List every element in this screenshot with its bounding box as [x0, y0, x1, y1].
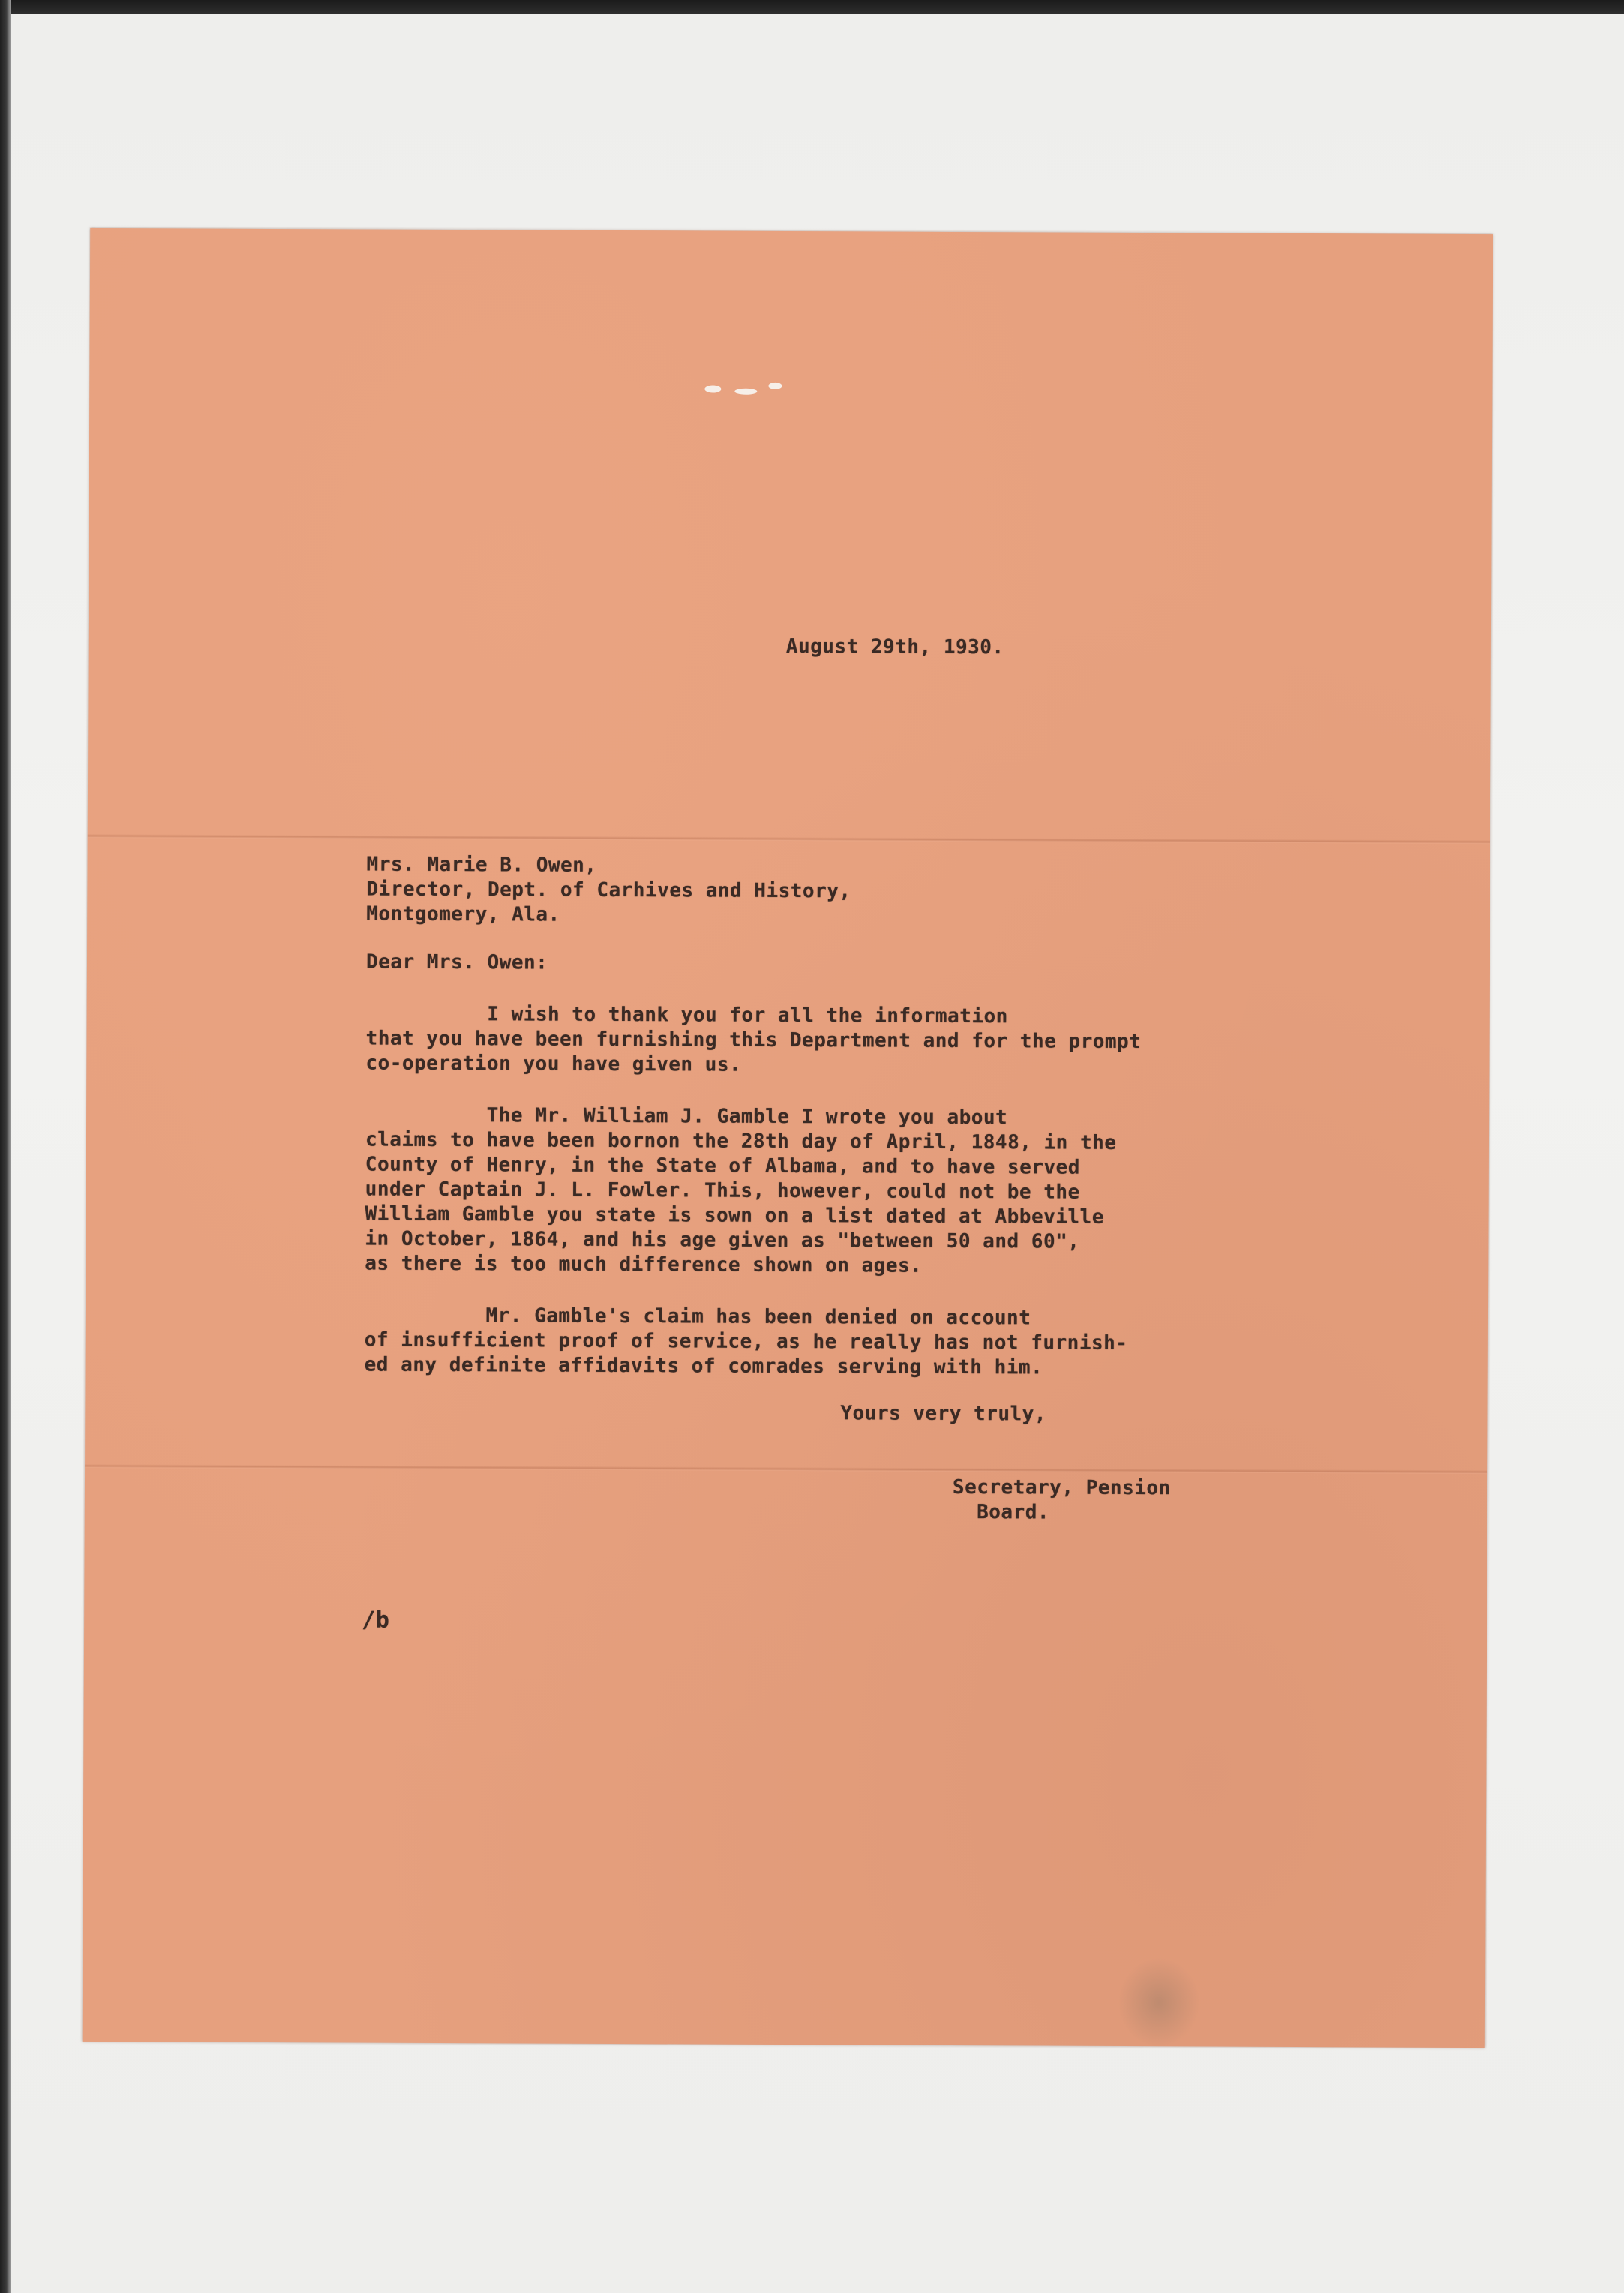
body-line: claims to have been bornon the 28th day of April, 1848, in the — [365, 1128, 1117, 1154]
body-line: ed any definite affidavits of comrades serving with him. — [364, 1353, 1043, 1379]
body-line: William Gamble you state is sown on a list dated at Abbeville — [365, 1202, 1104, 1229]
salutation: Dear Mrs. Owen: — [365, 950, 548, 974]
closing: Yours very truly, — [840, 1402, 1047, 1426]
signature-line: Secretary, Pension — [952, 1475, 1171, 1500]
body-line: co-operation you have given us. — [365, 1052, 742, 1076]
body-line: in October, 1864, and his age given as "between 50 and 60", — [365, 1227, 1080, 1253]
body-line: as there is too much difference shown on ages. — [365, 1252, 923, 1277]
fold-line-upper — [88, 834, 1490, 844]
address-line: Montgomery, Ala. — [366, 902, 560, 926]
body-line: of insufficient proof of service, as he really has not furnish- — [364, 1328, 1128, 1355]
body-line: The Mr. William J. Gamble I wrote you about — [365, 1103, 1008, 1130]
typist-initials: /b — [362, 1607, 390, 1634]
body-line: that you have been furnishing this Department and for the prompt — [365, 1027, 1142, 1054]
scan-left-border — [0, 0, 11, 2293]
address-line: Director, Dept. of Carhives and History, — [366, 878, 851, 903]
paper-stain — [1118, 1958, 1201, 2048]
signature-line: Board. — [952, 1500, 1050, 1524]
scan-top-border — [0, 0, 1624, 14]
letter-date: August 29th, 1930. — [785, 635, 1004, 659]
paper-damage-mark — [704, 380, 787, 396]
body-line: County of Henry, in the State of Albama, and to have served — [365, 1153, 1080, 1179]
fold-line-lower — [85, 1464, 1487, 1474]
letter-page — [83, 228, 1493, 2048]
body-line: under Captain J. L. Fowler. This, however, could not be the — [365, 1178, 1080, 1204]
address-line: Mrs. Marie B. Owen, — [366, 853, 597, 877]
body-line: Mr. Gamble's claim has been denied on account — [364, 1304, 1031, 1330]
body-line: I wish to thank you for all the information — [365, 1002, 1008, 1028]
